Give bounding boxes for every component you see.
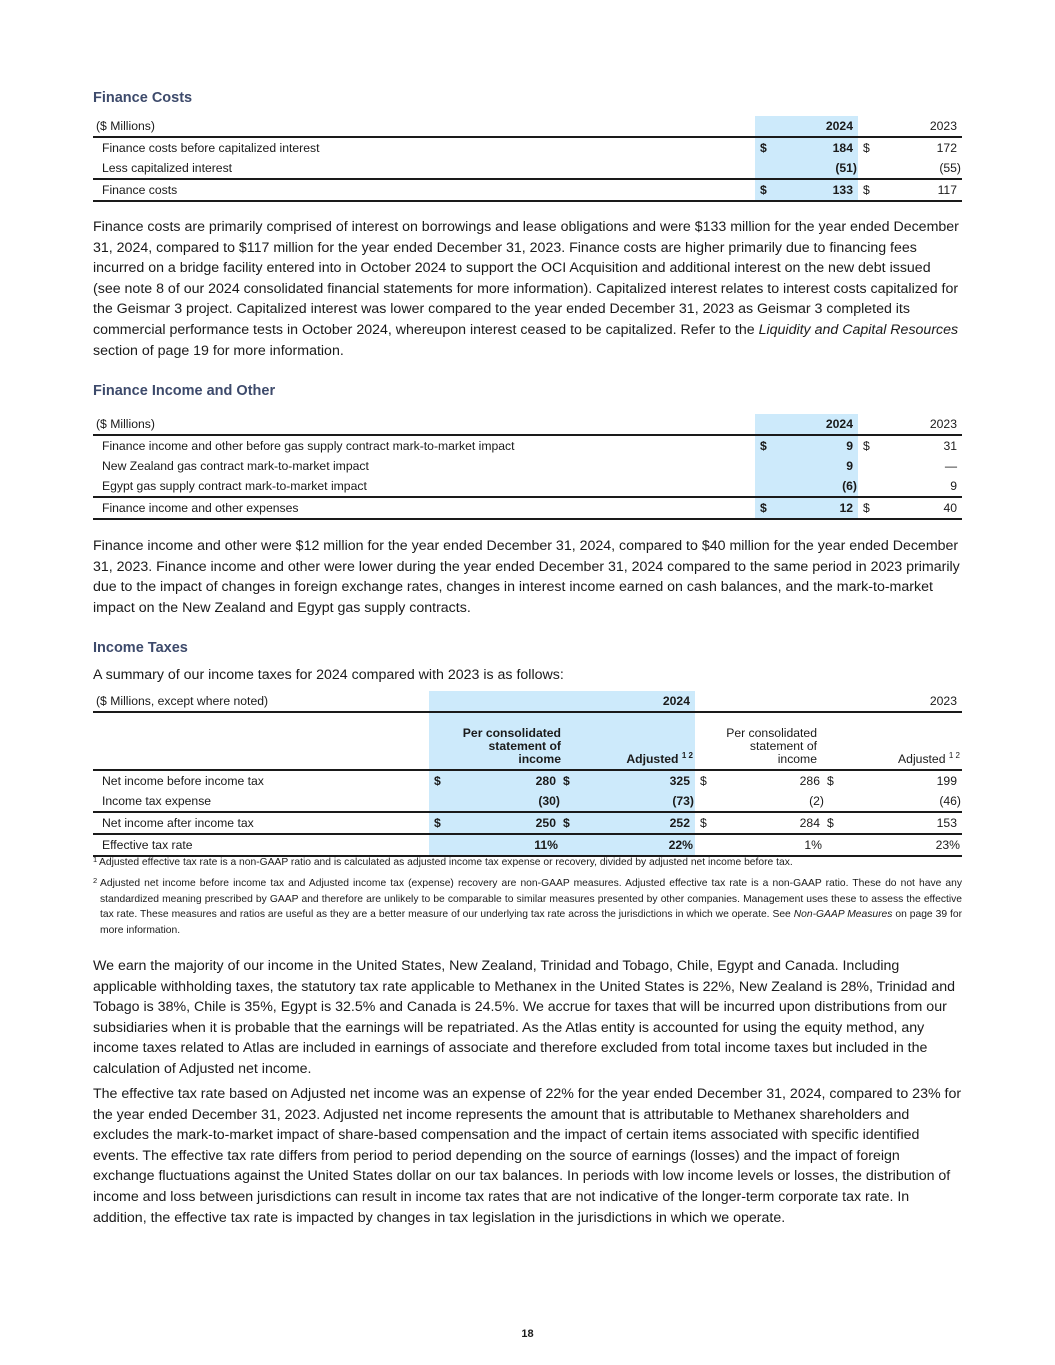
value-2023: — — [944, 459, 957, 473]
column-header-2023: 2023 — [845, 691, 962, 712]
currency-symbol — [858, 456, 878, 476]
currency-symbol: $ — [827, 774, 834, 788]
value-2024: (51) — [775, 158, 858, 179]
currency-symbol: $ — [755, 137, 775, 158]
footnote-number: 1 — [93, 855, 98, 864]
currency-symbol — [825, 791, 845, 812]
value-2023: 9 — [878, 476, 962, 497]
subheader-consolidated-2023: Per consolidated statement of income — [715, 712, 825, 770]
row-label: Net income after income tax — [93, 812, 429, 834]
unit-label: ($ Millions) — [93, 414, 755, 435]
row-label: Finance income and other expenses — [93, 497, 755, 519]
currency-symbol: $ — [858, 497, 878, 519]
value-2024: 133 — [775, 179, 858, 201]
value-2023: (55) — [878, 158, 962, 179]
currency-symbol: $ — [858, 179, 878, 201]
row-label: Net income before income tax — [102, 774, 264, 788]
footnote-text: on page 39 for more information. — [100, 909, 962, 936]
value-consolidated-2023: 284 — [715, 812, 825, 834]
unit-label: ($ Millions, except where noted) — [93, 691, 429, 712]
table-row — [93, 834, 962, 856]
unit-label: ($ Millions) — [93, 116, 755, 137]
value-adjusted-2023: 23% — [845, 834, 962, 856]
income-taxes-table — [93, 691, 962, 857]
value-2024: (6) — [775, 476, 858, 497]
row-label: Finance costs — [93, 179, 755, 201]
liquidity-section-reference: Liquidity and Capital Resources — [758, 321, 959, 338]
value-2023: 40 — [878, 497, 962, 519]
column-header-2023: 2023 — [878, 414, 962, 435]
table-header-row — [93, 116, 962, 137]
currency-symbol — [695, 834, 715, 856]
value-2023: 117 — [878, 179, 962, 201]
currency-symbol: $ — [429, 770, 449, 791]
currency-symbol — [858, 158, 878, 179]
income-taxes-paragraph-1: We earn the majority of our income in the United States, New Zealand, Trinidad and Tobago, Chile, Egypt and Canada. Including applicable withholding taxes, the statutory tax rate applicable to Methanex in the United States is 22%, New Zealand is 28%, Trinidad and Tobago is 38%, Chile is 35%, Egypt is 32.5% and Canada is 24.5%. We accrue for taxes that will be incurred upon distributions from our subsidiaries when it is probable that the earnings will be repatriated. As the Atlas entity is accounted for using the equity method, any income taxes related to Atlas are included in earnings of associate and therefore excluded from total income taxes but included in the calculation of Adjusted net income. — [93, 958, 956, 1077]
section-heading-income-taxes: Income Taxes — [93, 640, 188, 656]
currency-symbol — [429, 834, 449, 856]
footnote-text: Adjusted effective tax rate is a non-GAAP ratio and is calculated as adjusted income tax expense or recovery, divided by adjusted net income before tax. — [99, 857, 793, 868]
value-adjusted-2023: (46) — [845, 791, 962, 812]
value-adjusted-2023: 199 — [936, 774, 957, 788]
value-consolidated-2024: 280 — [449, 770, 561, 791]
subheader-adjusted-2024: Adjusted $^{1 2}$ — [581, 712, 695, 770]
table-row — [93, 476, 962, 497]
table-total-row — [93, 179, 962, 201]
table-year-header-row — [93, 691, 962, 712]
table-row — [93, 770, 962, 791]
row-label: New Zealand gas contract mark-to-market impact — [102, 459, 369, 473]
currency-symbol — [858, 476, 878, 497]
table-row — [93, 435, 962, 456]
value-consolidated-2023: 286 — [799, 774, 820, 788]
subheader-adjusted-2023: Adjusted $^{1 2}$ — [845, 712, 962, 770]
row-label: Less capitalized interest — [93, 158, 755, 179]
table-row — [93, 456, 962, 476]
column-header-2023: 2023 — [878, 116, 962, 137]
footnote-reference: 1 2 — [948, 750, 960, 760]
currency-symbol: $ — [700, 774, 707, 788]
value-adjusted-2024: 325 — [581, 770, 695, 791]
column-header-2024: 2024 — [775, 116, 858, 137]
finance-income-table — [93, 414, 962, 520]
finance-income-paragraph: Finance income and other were $12 million for the year ended December 31, 2024, compared to $40 million for the year ended December 31, 2023. Finance income and other were lower during the year ended December 31, 2024 compared to the same period in 2023 primarily due to the impact of changes in foreign exchange rates, changes in interest income earned on cash balances, and the mark-to-market impact on the New Zealand and Egypt gas supply contracts. — [93, 538, 960, 616]
currency-symbol — [429, 791, 449, 812]
currency-symbol — [825, 834, 845, 856]
row-label: Egypt gas supply contract mark-to-market impact — [93, 476, 755, 497]
table-row — [93, 137, 962, 158]
column-header-2024: 2024 — [581, 691, 695, 712]
row-label: Effective tax rate — [93, 834, 429, 856]
paragraph-text: section of page 19 for more information. — [93, 342, 344, 359]
table-header-row — [93, 414, 962, 435]
paragraph-text: Finance costs are primarily comprised of interest on borrowings and lease obligations and were $133 million for the year ended December 31, 2024, compared to $117 million for the year ended December 31, 2023. Finance costs are higher primarily due to financing fees incurred on a bridge facility entered into in October 2024 to support the OCI Acquisition and additional interest on the new debt issued (see note 8 of our 2024 consolidated financial statements for more information). Capitalized interest relates to interest costs capitalized for the Geismar 3 project. Capitalized interest was lower compared to the year ended December 31, 2023 as Geismar 3 completed its commercial performance tests in October 2024, whereupon interest ceased to be capitalized. Refer to the — [93, 219, 959, 338]
value-2024: 184 — [775, 137, 858, 158]
footnote-reference: 1 2 — [681, 750, 693, 760]
finance-costs-table — [93, 116, 962, 202]
table-row — [93, 791, 962, 812]
value-2024: 12 — [775, 497, 858, 519]
currency-symbol — [561, 834, 581, 856]
row-label: Finance costs before capitalized interest — [102, 141, 320, 155]
income-taxes-intro: A summary of our income taxes for 2024 compared with 2023 is as follows: — [93, 667, 564, 683]
footnote-2 — [93, 876, 962, 938]
value-consolidated-2024: 250 — [449, 812, 561, 834]
currency-symbol: $ — [755, 435, 775, 456]
currency-symbol — [755, 158, 775, 179]
finance-costs-paragraph — [93, 217, 962, 361]
footnote-1 — [93, 855, 962, 871]
subheader-consolidated-2024: Per consolidated statement of income — [449, 712, 561, 770]
column-header-2024: 2024 — [775, 414, 858, 435]
currency-symbol: $ — [863, 439, 870, 453]
value-adjusted-2024: (73) — [581, 791, 695, 812]
value-consolidated-2024: 11% — [449, 834, 561, 856]
value-consolidated-2023: 1% — [715, 834, 825, 856]
table-subheader-row — [93, 712, 962, 770]
currency-symbol — [755, 476, 775, 497]
footnote-text: Adjusted net income before income tax and Adjusted income tax (expense) recovery are non-GAAP measures. Adjusted effective tax rate is a non-GAAP ratio. These do not have any standardized meaning prescribed by GAAP and therefore are unlikely to be comparable to similar measures presented by other companies. Management uses these to assess the effective tax rate. These measures and ratios are useful as they are a better measure of our underlying tax rate across the jurisdictions in which we operate. See — [100, 878, 962, 920]
value-adjusted-2024: 252 — [581, 812, 695, 834]
value-adjusted-2023: 153 — [845, 812, 962, 834]
table-row — [93, 158, 962, 179]
value-2023: 31 — [943, 439, 957, 453]
currency-symbol: $ — [695, 812, 715, 834]
non-gaap-measures-reference: Non-GAAP Measures — [793, 909, 893, 920]
currency-symbol: $ — [429, 812, 449, 834]
section-heading-finance-costs: Finance Costs — [93, 90, 193, 106]
footnote-number: 2 — [93, 876, 98, 885]
currency-symbol — [755, 456, 775, 476]
table-total-row — [93, 497, 962, 519]
value-2023: 172 — [936, 141, 957, 155]
value-adjusted-2024: 22% — [581, 834, 695, 856]
currency-symbol — [561, 791, 581, 812]
income-taxes-paragraph-2: The effective tax rate based on Adjusted net income was an expense of 22% for the year ended December 31, 2024, compared to 23% for the year ended December 31, 2023. Adjusted net income represents the amount that is attributable to Methanex shareholders and excludes the mark-to-market impact of share-based compensation and the impact of certain items associated with specific identified events. The effective tax rate differs from period to period depending on the source of earnings (losses) and the impact of foreign exchange fluctuations against the United States dollar on our tax balances. In periods with low income levels or losses, the distribution of income and loss between jurisdictions can result in income tax rates that are not indicative of the longer-term corporate tax rate. In addition, the effective tax rate is impacted by changes in tax legislation in the jurisdictions in which we operate. — [93, 1086, 962, 1226]
row-label: Income tax expense — [93, 791, 429, 812]
currency-symbol: $ — [755, 497, 775, 519]
currency-symbol: $ — [863, 141, 870, 155]
currency-symbol: $ — [561, 770, 581, 791]
currency-symbol: $ — [825, 812, 845, 834]
currency-symbol: $ — [561, 812, 581, 834]
value-consolidated-2024: (30) — [449, 791, 561, 812]
page-number: 18 — [521, 1328, 534, 1340]
value-2024: 9 — [775, 456, 858, 476]
value-2024: 9 — [775, 435, 858, 456]
value-consolidated-2023: (2) — [715, 791, 825, 812]
section-heading-finance-income: Finance Income and Other — [93, 383, 276, 399]
currency-symbol: $ — [755, 179, 775, 201]
currency-symbol — [695, 791, 715, 812]
table-row — [93, 812, 962, 834]
row-label: Finance income and other before gas supply contract mark-to-market impact — [102, 439, 515, 453]
